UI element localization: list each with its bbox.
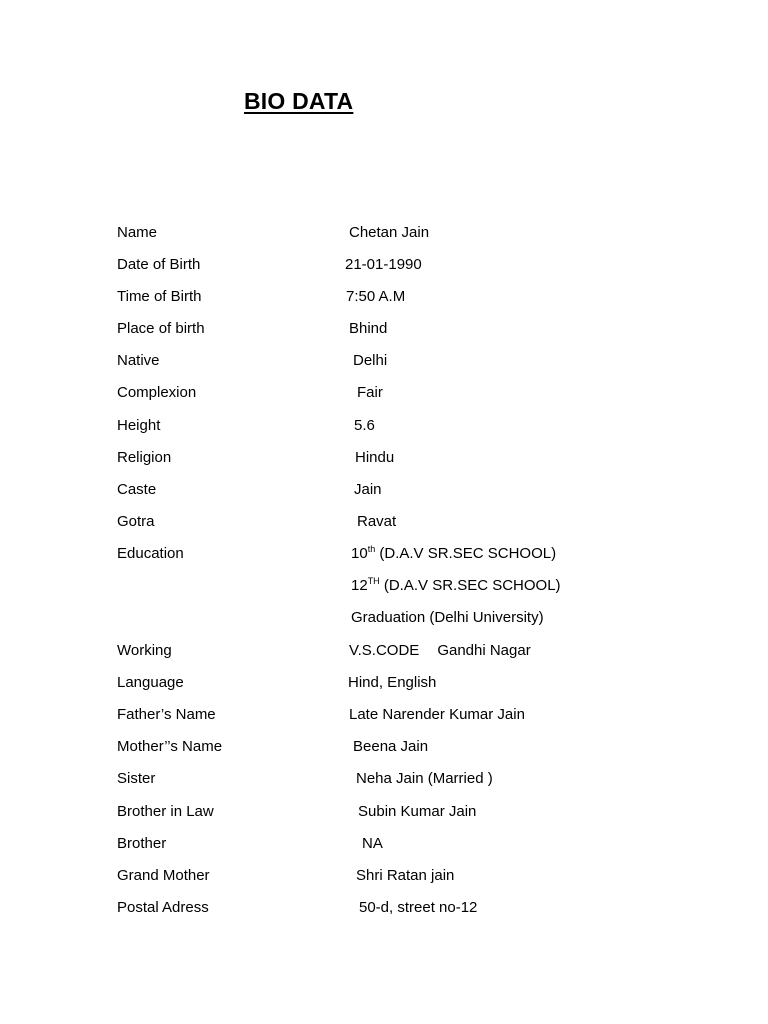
field-label: Gotra xyxy=(117,513,155,530)
field-label: Religion xyxy=(117,449,172,466)
field-label: Time of Birth xyxy=(117,288,202,305)
field-row-brother-in-law xyxy=(0,801,768,823)
education-line-10th xyxy=(351,543,556,565)
field-label: Complexion xyxy=(117,384,197,401)
field-label: Education xyxy=(117,545,184,562)
field-label: Caste xyxy=(117,481,157,498)
field-value: Late Narender Kumar Jain xyxy=(349,706,525,723)
field-row-pob xyxy=(0,318,768,340)
working-company: V.S.CODE xyxy=(349,642,420,659)
field-row-education-cont xyxy=(0,607,768,629)
field-row-native xyxy=(0,350,768,372)
field-value: 50-d, street no-12 xyxy=(359,899,478,916)
field-label: Native xyxy=(117,352,160,369)
field-row-complexion xyxy=(0,382,768,404)
field-value: Hindu xyxy=(355,449,395,466)
page-title: BIO DATA xyxy=(244,88,354,114)
field-value: NA xyxy=(362,835,383,852)
field-label: Height xyxy=(117,417,161,434)
field-label: Language xyxy=(117,674,184,691)
field-row-postal xyxy=(0,897,768,919)
field-row-education xyxy=(0,543,768,565)
field-row-education-cont xyxy=(0,575,768,597)
field-row-tob xyxy=(0,286,768,308)
field-row-gotra xyxy=(0,511,768,533)
field-label: Date of Birth xyxy=(117,256,201,273)
field-row-caste xyxy=(0,479,768,501)
field-value: Neha Jain (Married ) xyxy=(356,770,493,787)
education-line-graduation: Graduation (Delhi University) xyxy=(351,609,544,626)
education-level: 12 xyxy=(351,577,368,594)
field-label: Name xyxy=(117,224,158,241)
field-label: Place of birth xyxy=(117,320,205,337)
education-school: (D.A.V SR.SEC SCHOOL) xyxy=(379,577,561,594)
field-label: Brother in Law xyxy=(117,803,214,820)
field-label: Sister xyxy=(117,770,156,787)
field-value: Beena Jain xyxy=(353,738,429,755)
field-value: Shri Ratan jain xyxy=(356,867,455,884)
field-label: Father’s Name xyxy=(117,706,216,723)
field-value: Chetan Jain xyxy=(349,224,430,241)
field-row-brother xyxy=(0,833,768,855)
field-value: Hind, English xyxy=(348,674,437,691)
field-row-father xyxy=(0,704,768,726)
field-row-dob xyxy=(0,254,768,276)
field-label: Brother xyxy=(117,835,167,852)
field-value: Subin Kumar Jain xyxy=(358,803,477,820)
field-value: 21-01-1990 xyxy=(345,256,422,273)
field-label: Mother’’s Name xyxy=(117,738,223,755)
field-row-height xyxy=(0,415,768,437)
field-row-mother xyxy=(0,736,768,758)
field-value: Fair xyxy=(357,384,383,401)
field-label: Postal Adress xyxy=(117,899,209,916)
field-label: Grand Mother xyxy=(117,867,210,884)
field-label: Working xyxy=(117,642,172,659)
working-location: Gandhi Nagar xyxy=(437,642,531,659)
field-row-religion xyxy=(0,447,768,469)
education-level: 10 xyxy=(351,545,368,562)
field-value xyxy=(349,640,531,662)
field-row-working xyxy=(0,640,768,662)
ordinal-suffix: TH xyxy=(367,576,380,586)
field-row-grand-mother xyxy=(0,865,768,887)
field-value: Delhi xyxy=(353,352,388,369)
field-value: Jain xyxy=(354,481,382,498)
field-value: 5.6 xyxy=(354,417,375,434)
education-school: (D.A.V SR.SEC SCHOOL) xyxy=(375,545,557,562)
field-value: Bhind xyxy=(349,320,388,337)
field-row-sister xyxy=(0,768,768,790)
education-line-12th xyxy=(351,575,561,597)
field-value: Ravat xyxy=(357,513,397,530)
field-row-language xyxy=(0,672,768,694)
ordinal-suffix: th xyxy=(367,544,376,554)
field-row-name xyxy=(0,222,768,244)
field-value: 7:50 A.M xyxy=(346,288,406,305)
